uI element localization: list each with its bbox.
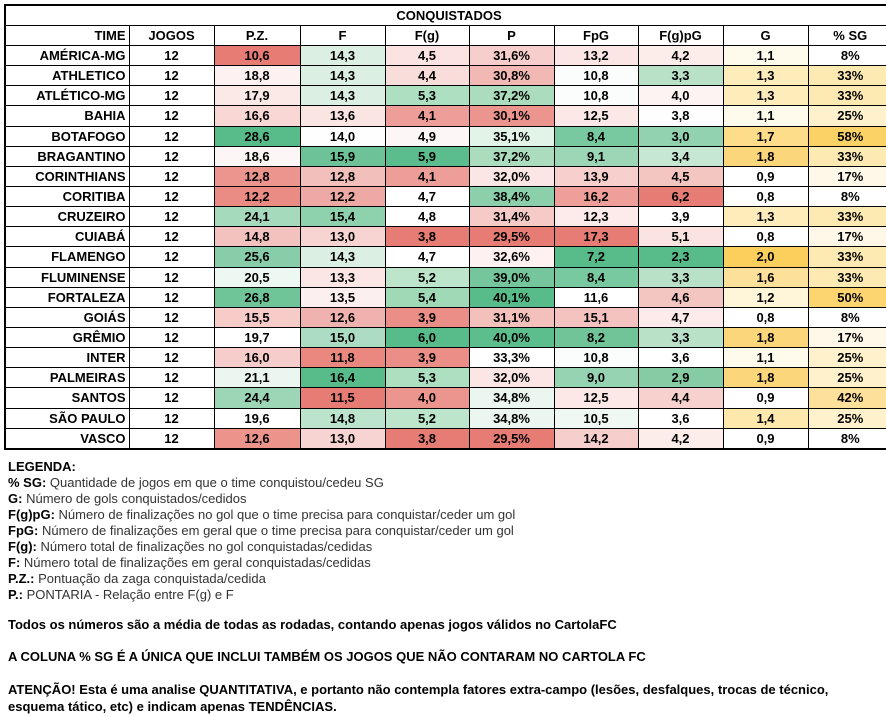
stat-cell-sg: 42% xyxy=(808,388,886,408)
table-row xyxy=(5,227,886,247)
stat-cell-g: 1,1 xyxy=(723,46,808,66)
stat-cell-fpg: 8,2 xyxy=(554,327,638,347)
stat-cell-f: 13,6 xyxy=(300,106,385,126)
stat-cell-jogos: 12 xyxy=(129,227,214,247)
stat-cell-p-z: 16,0 xyxy=(214,348,300,368)
table-row xyxy=(5,327,886,347)
legend-item xyxy=(8,523,882,539)
stat-cell-f-g-pg: 5,1 xyxy=(638,227,723,247)
stat-cell-p: 39,0% xyxy=(469,267,554,287)
stat-cell-p: 32,0% xyxy=(469,166,554,186)
stat-cell-g: 1,1 xyxy=(723,106,808,126)
legend xyxy=(8,459,882,715)
stat-cell-fpg: 15,1 xyxy=(554,307,638,327)
table-row xyxy=(5,106,886,126)
team-name: CORITIBA xyxy=(5,186,129,206)
stat-cell-p-z: 14,8 xyxy=(214,227,300,247)
stat-cell-f: 14,3 xyxy=(300,66,385,86)
stat-cell-sg: 50% xyxy=(808,287,886,307)
stat-cell-f: 13,0 xyxy=(300,227,385,247)
header-f: F xyxy=(300,26,385,46)
table-row xyxy=(5,207,886,227)
stat-cell-p-z: 12,6 xyxy=(214,428,300,449)
header-jogos: JOGOS xyxy=(129,26,214,46)
stat-cell-jogos: 12 xyxy=(129,368,214,388)
stat-cell-f: 11,8 xyxy=(300,348,385,368)
stat-cell-f: 15,9 xyxy=(300,146,385,166)
table-row xyxy=(5,166,886,186)
table-row xyxy=(5,267,886,287)
table-row xyxy=(5,388,886,408)
stat-cell-jogos: 12 xyxy=(129,388,214,408)
stat-cell-fpg: 13,9 xyxy=(554,166,638,186)
stat-cell-g: 0,9 xyxy=(723,428,808,449)
stat-cell-f-g-pg: 4,2 xyxy=(638,46,723,66)
stat-cell-fpg: 9,0 xyxy=(554,368,638,388)
stat-cell-f-g: 5,3 xyxy=(385,86,469,106)
stat-cell-sg: 8% xyxy=(808,428,886,449)
legend-item xyxy=(8,475,882,491)
legend-key: F: xyxy=(8,555,21,570)
stat-cell-f-g: 3,9 xyxy=(385,348,469,368)
stat-cell-fpg: 12,3 xyxy=(554,207,638,227)
stat-cell-jogos: 12 xyxy=(129,166,214,186)
stat-cell-fpg: 7,2 xyxy=(554,247,638,267)
stat-cell-f: 15,0 xyxy=(300,327,385,347)
stat-cell-p-z: 16,6 xyxy=(214,106,300,126)
stat-cell-f-g: 4,7 xyxy=(385,247,469,267)
stat-cell-f-g-pg: 4,5 xyxy=(638,166,723,186)
stat-cell-sg: 33% xyxy=(808,86,886,106)
stat-cell-sg: 25% xyxy=(808,408,886,428)
stat-cell-sg: 25% xyxy=(808,348,886,368)
header-pz: P.Z. xyxy=(214,26,300,46)
stat-cell-f-g-pg: 2,9 xyxy=(638,368,723,388)
stat-cell-f-g-pg: 3,3 xyxy=(638,66,723,86)
header-p: P xyxy=(469,26,554,46)
legend-key: F(g): xyxy=(8,539,37,554)
stat-cell-g: 1,3 xyxy=(723,66,808,86)
stat-cell-p: 37,2% xyxy=(469,146,554,166)
stat-cell-f-g-pg: 3,9 xyxy=(638,207,723,227)
table-row xyxy=(5,126,886,146)
stat-cell-g: 1,1 xyxy=(723,348,808,368)
stat-cell-fpg: 17,3 xyxy=(554,227,638,247)
note-average: Todos os números são a média de todas as rodadas, contando apenas jogos válidos no CartolaFC xyxy=(8,617,617,632)
stat-cell-f-g-pg: 4,6 xyxy=(638,287,723,307)
stat-cell-f-g: 6,0 xyxy=(385,327,469,347)
stat-cell-fpg: 14,2 xyxy=(554,428,638,449)
stat-cell-sg: 33% xyxy=(808,66,886,86)
stat-cell-p: 37,2% xyxy=(469,86,554,106)
stat-cell-p: 32,6% xyxy=(469,247,554,267)
legend-item xyxy=(8,539,882,555)
stat-cell-f: 14,3 xyxy=(300,46,385,66)
stat-cell-g: 0,8 xyxy=(723,186,808,206)
note-warning: ATENÇÃO! Esta é uma analise QUANTITATIVA, e portanto não contempla fatores extra-campo (lesões, desfalques, trocas de técnico, esquema tático, etc) e indicam apenas TENDÊNCIAS. xyxy=(8,682,829,714)
legend-item xyxy=(8,555,882,571)
stat-cell-f-g-pg: 3,3 xyxy=(638,327,723,347)
stat-cell-jogos: 12 xyxy=(129,267,214,287)
stat-cell-p-z: 28,6 xyxy=(214,126,300,146)
stat-cell-f-g: 4,1 xyxy=(385,166,469,186)
legend-desc: Número de finalizações em geral que o time precisa para conquistar/ceder um gol xyxy=(41,523,514,538)
stat-cell-jogos: 12 xyxy=(129,408,214,428)
legend-desc: Quantidade de jogos em que o time conquistou/cedeu SG xyxy=(49,475,384,490)
stat-cell-jogos: 12 xyxy=(129,86,214,106)
stat-cell-fpg: 9,1 xyxy=(554,146,638,166)
stat-cell-p-z: 21,1 xyxy=(214,368,300,388)
stat-cell-jogos: 12 xyxy=(129,247,214,267)
stat-cell-g: 1,7 xyxy=(723,126,808,146)
stat-cell-fpg: 12,5 xyxy=(554,388,638,408)
stat-cell-jogos: 12 xyxy=(129,307,214,327)
team-name: INTER xyxy=(5,348,129,368)
stat-cell-p: 30,8% xyxy=(469,66,554,86)
table-row xyxy=(5,348,886,368)
team-name: AMÉRICA-MG xyxy=(5,46,129,66)
stat-cell-jogos: 12 xyxy=(129,66,214,86)
stat-cell-fpg: 10,8 xyxy=(554,86,638,106)
header-fgpg: F(g)pG xyxy=(638,26,723,46)
stat-cell-f-g-pg: 3,0 xyxy=(638,126,723,146)
stat-cell-p-z: 18,6 xyxy=(214,146,300,166)
stat-cell-p: 31,4% xyxy=(469,207,554,227)
stat-cell-g: 1,3 xyxy=(723,207,808,227)
stat-cell-p: 35,1% xyxy=(469,126,554,146)
stat-cell-p-z: 24,4 xyxy=(214,388,300,408)
stat-cell-p: 40,1% xyxy=(469,287,554,307)
stat-cell-jogos: 12 xyxy=(129,348,214,368)
stat-cell-sg: 8% xyxy=(808,307,886,327)
table-row xyxy=(5,408,886,428)
stat-cell-p: 32,0% xyxy=(469,368,554,388)
team-name: PALMEIRAS xyxy=(5,368,129,388)
stat-cell-f-g-pg: 3,6 xyxy=(638,348,723,368)
stat-cell-jogos: 12 xyxy=(129,46,214,66)
header-fg: F(g) xyxy=(385,26,469,46)
table-row xyxy=(5,86,886,106)
stat-cell-p: 30,1% xyxy=(469,106,554,126)
legend-item xyxy=(8,587,882,603)
stat-cell-sg: 17% xyxy=(808,227,886,247)
stat-cell-g: 1,8 xyxy=(723,327,808,347)
stat-cell-jogos: 12 xyxy=(129,207,214,227)
stat-cell-fpg: 16,2 xyxy=(554,186,638,206)
stat-cell-f-g-pg: 3,8 xyxy=(638,106,723,126)
stat-cell-sg: 33% xyxy=(808,207,886,227)
stat-cell-f-g: 3,9 xyxy=(385,307,469,327)
stat-cell-fpg: 10,8 xyxy=(554,66,638,86)
stat-cell-fpg: 8,4 xyxy=(554,267,638,287)
legend-heading: LEGENDA: xyxy=(8,459,76,474)
table-row xyxy=(5,247,886,267)
stat-cell-p: 31,6% xyxy=(469,46,554,66)
stat-cell-fpg: 10,5 xyxy=(554,408,638,428)
stat-cell-p-z: 25,6 xyxy=(214,247,300,267)
stat-cell-g: 0,9 xyxy=(723,166,808,186)
legend-desc: Número de finalizações no gol que o time precisa para conquistar/ceder um gol xyxy=(58,507,516,522)
stat-cell-p-z: 17,9 xyxy=(214,86,300,106)
legend-item xyxy=(8,507,882,523)
stat-cell-p-z: 12,2 xyxy=(214,186,300,206)
stat-cell-f-g: 5,3 xyxy=(385,368,469,388)
stat-cell-fpg: 10,8 xyxy=(554,348,638,368)
stat-cell-p: 38,4% xyxy=(469,186,554,206)
stat-cell-f-g: 4,8 xyxy=(385,207,469,227)
stat-cell-g: 1,8 xyxy=(723,368,808,388)
stat-cell-f: 13,3 xyxy=(300,267,385,287)
team-name: CUIABÁ xyxy=(5,227,129,247)
stat-cell-f-g: 5,4 xyxy=(385,287,469,307)
stat-cell-p-z: 15,5 xyxy=(214,307,300,327)
stat-cell-f: 14,8 xyxy=(300,408,385,428)
stats-table xyxy=(4,4,886,450)
stat-cell-jogos: 12 xyxy=(129,186,214,206)
stat-cell-sg: 25% xyxy=(808,368,886,388)
stat-cell-f-g: 5,2 xyxy=(385,408,469,428)
stat-cell-p-z: 20,5 xyxy=(214,267,300,287)
stat-cell-sg: 25% xyxy=(808,106,886,126)
stat-cell-f-g-pg: 3,4 xyxy=(638,146,723,166)
stat-cell-f-g-pg: 4,7 xyxy=(638,307,723,327)
stat-cell-jogos: 12 xyxy=(129,327,214,347)
header-g: G xyxy=(723,26,808,46)
stat-cell-jogos: 12 xyxy=(129,126,214,146)
stat-cell-sg: 17% xyxy=(808,327,886,347)
team-name: VASCO xyxy=(5,428,129,449)
legend-key: FpG: xyxy=(8,523,39,538)
team-name: FLUMINENSE xyxy=(5,267,129,287)
table-title: CONQUISTADOS xyxy=(5,5,886,26)
stat-cell-p-z: 19,6 xyxy=(214,408,300,428)
stat-cell-f-g-pg: 3,6 xyxy=(638,408,723,428)
team-name: BOTAFOGO xyxy=(5,126,129,146)
stat-cell-f-g: 4,1 xyxy=(385,106,469,126)
legend-key: % SG: xyxy=(8,475,47,490)
stat-cell-jogos: 12 xyxy=(129,428,214,449)
legend-desc: Pontuação da zaga conquistada/cedida xyxy=(38,571,266,586)
stat-cell-p-z: 12,8 xyxy=(214,166,300,186)
stat-cell-p: 34,8% xyxy=(469,408,554,428)
stat-cell-p: 29,5% xyxy=(469,227,554,247)
stat-cell-g: 0,9 xyxy=(723,388,808,408)
stat-cell-f: 12,6 xyxy=(300,307,385,327)
legend-desc: PONTARIA - Relação entre F(g) e F xyxy=(26,587,234,602)
stat-cell-f: 14,3 xyxy=(300,86,385,106)
stat-cell-f-g: 4,7 xyxy=(385,186,469,206)
stat-cell-jogos: 12 xyxy=(129,287,214,307)
stat-cell-fpg: 8,4 xyxy=(554,126,638,146)
table-row xyxy=(5,428,886,449)
stat-cell-g: 1,2 xyxy=(723,287,808,307)
stat-cell-sg: 8% xyxy=(808,46,886,66)
stat-cell-p: 31,1% xyxy=(469,307,554,327)
stat-cell-fpg: 12,5 xyxy=(554,106,638,126)
header-row xyxy=(5,26,886,46)
legend-key: G: xyxy=(8,491,23,506)
team-name: CORINTHIANS xyxy=(5,166,129,186)
stat-cell-p-z: 19,7 xyxy=(214,327,300,347)
stat-cell-f-g: 5,2 xyxy=(385,267,469,287)
stat-cell-g: 1,8 xyxy=(723,146,808,166)
team-name: GOIÁS xyxy=(5,307,129,327)
header-fpg: FpG xyxy=(554,26,638,46)
stat-cell-p-z: 18,8 xyxy=(214,66,300,86)
team-name: SANTOS xyxy=(5,388,129,408)
stat-cell-sg: 17% xyxy=(808,166,886,186)
team-name: GRÊMIO xyxy=(5,327,129,347)
stat-cell-f: 14,0 xyxy=(300,126,385,146)
stat-cell-f: 16,4 xyxy=(300,368,385,388)
stat-cell-fpg: 11,6 xyxy=(554,287,638,307)
header-sg: % SG xyxy=(808,26,886,46)
stat-cell-g: 2,0 xyxy=(723,247,808,267)
table-row xyxy=(5,287,886,307)
stat-cell-f: 13,5 xyxy=(300,287,385,307)
stat-cell-sg: 33% xyxy=(808,247,886,267)
stat-cell-p: 33,3% xyxy=(469,348,554,368)
table-row xyxy=(5,146,886,166)
stat-cell-f-g-pg: 3,3 xyxy=(638,267,723,287)
stat-cell-jogos: 12 xyxy=(129,106,214,126)
stat-cell-p: 29,5% xyxy=(469,428,554,449)
stat-cell-g: 1,6 xyxy=(723,267,808,287)
table-row xyxy=(5,368,886,388)
stat-cell-f-g: 4,4 xyxy=(385,66,469,86)
stat-cell-f: 12,2 xyxy=(300,186,385,206)
header-time: TIME xyxy=(5,26,129,46)
stat-cell-sg: 33% xyxy=(808,267,886,287)
stat-cell-f: 11,5 xyxy=(300,388,385,408)
stat-cell-f-g-pg: 4,4 xyxy=(638,388,723,408)
table-row xyxy=(5,307,886,327)
legend-desc: Número total de finalizações no gol conquistadas/cedidas xyxy=(40,539,373,554)
legend-item xyxy=(8,491,882,507)
legend-desc: Número de gols conquistados/cedidos xyxy=(26,491,247,506)
stat-cell-f-g: 4,5 xyxy=(385,46,469,66)
stat-cell-p-z: 24,1 xyxy=(214,207,300,227)
table-row xyxy=(5,186,886,206)
legend-desc: Número total de finalizações em geral conquistadas/cedidas xyxy=(23,555,371,570)
stat-cell-f: 15,4 xyxy=(300,207,385,227)
team-name: BAHIA xyxy=(5,106,129,126)
stat-cell-f-g-pg: 6,2 xyxy=(638,186,723,206)
team-name: ATHLETICO xyxy=(5,66,129,86)
stat-cell-fpg: 13,2 xyxy=(554,46,638,66)
team-name: FLAMENGO xyxy=(5,247,129,267)
legend-key: P.: xyxy=(8,587,23,602)
stat-cell-jogos: 12 xyxy=(129,146,214,166)
stat-cell-f-g-pg: 4,0 xyxy=(638,86,723,106)
table-row xyxy=(5,66,886,86)
stat-cell-sg: 33% xyxy=(808,146,886,166)
stat-cell-f-g: 5,9 xyxy=(385,146,469,166)
legend-key: P.Z.: xyxy=(8,571,35,586)
stat-cell-g: 0,8 xyxy=(723,307,808,327)
team-name: BRAGANTINO xyxy=(5,146,129,166)
stat-cell-f-g: 4,0 xyxy=(385,388,469,408)
stat-cell-f-g: 3,8 xyxy=(385,227,469,247)
note-sg-column: A COLUNA % SG É A ÚNICA QUE INCLUI TAMBÉM OS JOGOS QUE NÃO CONTARAM NO CARTOLA FC xyxy=(8,649,646,664)
team-name: CRUZEIRO xyxy=(5,207,129,227)
stat-cell-p: 40,0% xyxy=(469,327,554,347)
stat-cell-f-g-pg: 4,2 xyxy=(638,428,723,449)
stat-cell-f: 14,3 xyxy=(300,247,385,267)
stat-cell-g: 1,4 xyxy=(723,408,808,428)
legend-item xyxy=(8,571,882,587)
stat-cell-g: 1,3 xyxy=(723,86,808,106)
stat-cell-p: 34,8% xyxy=(469,388,554,408)
stat-cell-f: 12,8 xyxy=(300,166,385,186)
legend-key: F(g)pG: xyxy=(8,507,55,522)
stat-cell-f-g-pg: 2,3 xyxy=(638,247,723,267)
stat-cell-f-g: 3,8 xyxy=(385,428,469,449)
table-row xyxy=(5,46,886,66)
stat-cell-f-g: 4,9 xyxy=(385,126,469,146)
stat-cell-sg: 8% xyxy=(808,186,886,206)
stat-cell-f: 13,0 xyxy=(300,428,385,449)
team-name: SÃO PAULO xyxy=(5,408,129,428)
stat-cell-p-z: 26,8 xyxy=(214,287,300,307)
team-name: ATLÉTICO-MG xyxy=(5,86,129,106)
team-name: FORTALEZA xyxy=(5,287,129,307)
stat-cell-sg: 58% xyxy=(808,126,886,146)
stat-cell-p-z: 10,6 xyxy=(214,46,300,66)
stat-cell-g: 0,8 xyxy=(723,227,808,247)
